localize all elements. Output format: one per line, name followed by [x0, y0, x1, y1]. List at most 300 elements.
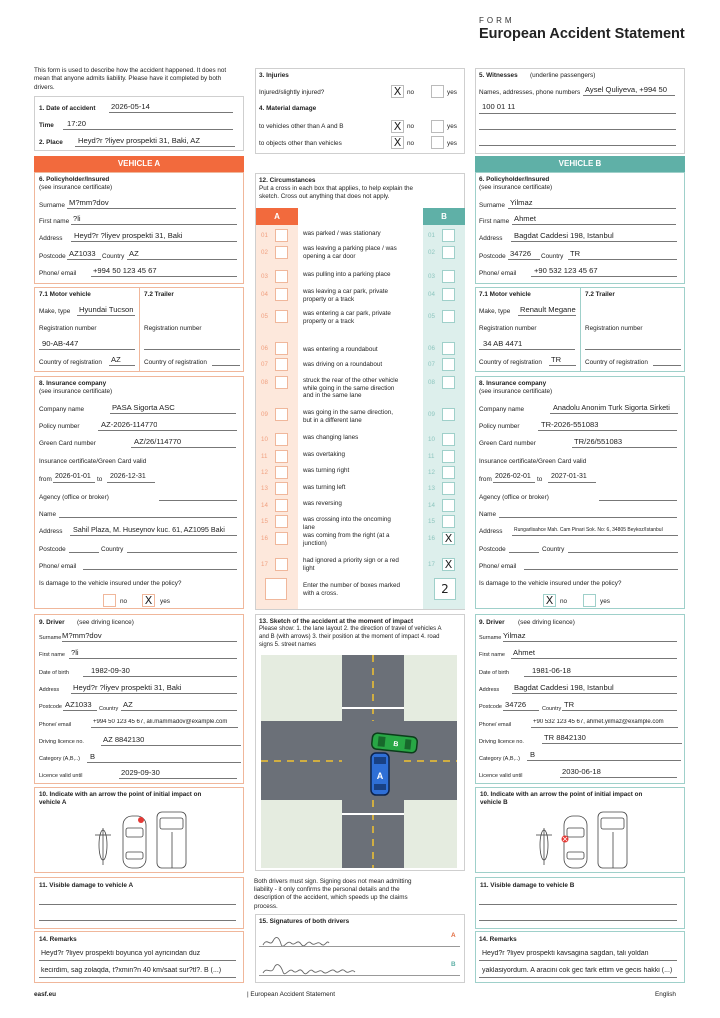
impact-marker-icon: [138, 817, 144, 823]
circumstance-a-checkbox-15[interactable]: [275, 515, 288, 528]
policyholder-b-sub: (see insurance certificate): [479, 184, 553, 191]
postcode-label: Postcode: [479, 253, 506, 260]
vehicle-a-sketch: [371, 753, 389, 795]
postcode-label: Postcode: [479, 546, 506, 553]
postcode-label: Postcode: [39, 546, 66, 553]
circumstance-label-02: was leaving a parking place / was opening a car door: [303, 245, 397, 260]
damage-vehicles-no-checkbox[interactable]: X: [391, 120, 404, 133]
trailer-b-title: 7.2 Trailer: [585, 291, 615, 298]
damage-insured-question: Is damage to the vehicle insured under the policy?: [39, 580, 182, 587]
row-number-a: 11: [261, 453, 268, 460]
van-top-icon: [157, 812, 186, 868]
visible-damage-b-title: 11. Visible damage to vehicle B: [480, 882, 575, 889]
circumstance-a-checkbox-11[interactable]: [275, 450, 288, 463]
driver-b-dob[interactable]: 1981-06-18: [532, 666, 571, 675]
row-number-a: 17: [261, 561, 268, 568]
row-number-a: 14: [261, 502, 268, 509]
policyholder-a-phone[interactable]: +994 50 123 45 67: [93, 266, 157, 275]
circumstances-section: [255, 173, 465, 610]
circumstance-a-checkbox-12[interactable]: [275, 466, 288, 479]
row-number-a: 04: [261, 291, 268, 298]
registration-label: Registration number: [39, 325, 97, 332]
column-a-header: A: [256, 208, 298, 225]
row-number-a: 12: [261, 469, 268, 476]
remarks-a-title: 14. Remarks: [39, 936, 77, 943]
phone-label: Phone/ email: [479, 563, 517, 570]
row-number-b: 14: [428, 502, 435, 509]
count-label: Enter the number of boxes marked with a cross.: [303, 582, 400, 597]
circumstance-b-checkbox-04[interactable]: [442, 288, 455, 301]
insurance-b-sub: (see insurance certificate): [479, 388, 553, 395]
circumstance-a-checkbox-14[interactable]: [275, 499, 288, 512]
address-label: Address: [39, 528, 63, 535]
circumstance-a-checkbox-02[interactable]: [275, 246, 288, 259]
agency-label: Agency (office or broker): [479, 494, 549, 501]
surname-label: Surname: [479, 202, 505, 209]
yes-label: yes: [447, 89, 457, 96]
row-number-b: 12: [428, 469, 435, 476]
row-number-b: 11: [428, 453, 435, 460]
footer-title: | European Accident Statement: [247, 991, 335, 998]
insurance-a-title: 8. Insurance company: [39, 380, 107, 387]
driver-b-category[interactable]: B: [530, 750, 536, 759]
vehicle-b-header: VEHICLE B: [475, 156, 685, 172]
surname-label: Surname: [39, 202, 65, 209]
row-number-b: 01: [428, 232, 435, 239]
address-label: Address: [39, 235, 63, 242]
policyholder-b-phone[interactable]: +90 532 123 45 67: [534, 266, 598, 275]
policyholder-a-postcode[interactable]: AZ1033: [69, 249, 96, 258]
circumstance-b-checkbox-10[interactable]: [442, 433, 455, 446]
row-number-b: 16: [428, 535, 435, 542]
row-number-a: 09: [261, 411, 268, 418]
row-number-a: 07: [261, 361, 268, 368]
circumstance-b-checkbox-11[interactable]: [442, 450, 455, 463]
insurance-a-sub: (see insurance certificate): [39, 388, 113, 395]
witnesses-section: [475, 68, 685, 154]
circumstance-label-04: was leaving a car park, private property or a track: [303, 288, 389, 303]
injuries-damage-section: [255, 68, 465, 154]
surname-label: Surname: [39, 635, 62, 641]
circumstance-a-checkbox-07[interactable]: [275, 358, 288, 371]
damage-q2: to objects other than vehicles: [259, 140, 342, 147]
circumstance-b-checkbox-03[interactable]: [442, 270, 455, 283]
driver-b-licence[interactable]: TR 8842130: [544, 733, 586, 742]
trailer-country-label: Country of registration: [144, 359, 207, 366]
circumstance-b-checkbox-06[interactable]: [442, 342, 455, 355]
from-label: from: [39, 476, 52, 483]
policyholder-a-address[interactable]: Heyd?r ?liyev prospekti 31, Baki: [74, 231, 183, 240]
row-number-a: 13: [261, 485, 268, 492]
time-label: Time: [39, 122, 54, 129]
circumstance-b-checkbox-07[interactable]: [442, 358, 455, 371]
no-label: no: [120, 598, 128, 605]
driver-b-section: [475, 614, 685, 784]
make-label: Make, type: [39, 308, 71, 315]
van-top-icon: [598, 812, 627, 868]
circumstance-b-checkbox-08[interactable]: [442, 376, 455, 389]
surname-label: Surname: [479, 635, 502, 641]
driver-b-title: 9. Driver: [479, 619, 505, 626]
driver-a-address[interactable]: Heyd?r ?liyev prospekti 31, Baki: [73, 683, 182, 692]
page-title: European Accident Statement: [479, 26, 685, 42]
injuries-no-checkbox[interactable]: X: [391, 85, 404, 98]
dob-label: Date of birth: [479, 670, 509, 676]
category-label: Category (A,B,..): [479, 756, 520, 762]
address-label: Address: [479, 235, 503, 242]
insurance-b-title: 8. Insurance company: [479, 380, 547, 387]
sketch-instructions: Please show: 1. the lane layout 2. the direction of travel of vehicles A and B (with arrows) 3. their position at the moment of impact 4. road signs 5. street names: [259, 626, 442, 648]
insurance-a-policy[interactable]: AZ-2026-114770: [101, 420, 158, 429]
policyholder-a-surname[interactable]: M?mm?dov: [69, 198, 109, 207]
row-number-a: 03: [261, 273, 268, 280]
circumstance-a-checkbox-09[interactable]: [275, 408, 288, 421]
green-card-label: Green Card number: [39, 440, 96, 447]
first-name-label: First name: [479, 652, 505, 658]
vehicle-b-diagram[interactable]: [526, 810, 636, 870]
remarks-a-line-1[interactable]: Heyd?r ?liyev prospekti boyunca yol ayricindan duz: [41, 950, 201, 957]
driver-a-sub: (see driving licence): [77, 619, 134, 626]
row-number-a: 16: [261, 535, 268, 542]
circumstance-a-checkbox-16[interactable]: [275, 532, 288, 545]
insurance-b-valid-to[interactable]: 2027-01-31: [551, 473, 587, 480]
company-label: Company name: [39, 406, 85, 413]
circumstance-label-05: was entering a car park, private property or a track: [303, 310, 391, 325]
form-label: FORM: [479, 16, 515, 25]
green-card-label: Green Card number: [479, 440, 536, 447]
injuries-question: Injured/slightly injured?: [259, 89, 325, 96]
row-number-a: 01: [261, 232, 268, 239]
policyholder-b-country[interactable]: TR: [570, 249, 581, 258]
damage-insured-question: Is damage to the vehicle insured under the policy?: [479, 580, 622, 587]
witness-line-1[interactable]: Aysel Quliyeva, +994 50: [585, 85, 667, 94]
vehicle-b-country[interactable]: TR: [551, 355, 562, 364]
insurance-a-valid-to[interactable]: 2026-12-31: [110, 473, 146, 480]
signing-notice: Both drivers must sign. Signing does not mean admitting liability - it only confirms the personal details and the description of the accident, which speeds up the claims process.: [254, 878, 412, 910]
remarks-b-line-2[interactable]: yaklasiyordum. A aracini cok gec fark ettim ve gecis hakki (...): [482, 967, 673, 974]
driver-a-section: [34, 614, 244, 784]
row-number-b: 17: [428, 561, 435, 568]
policyholder-b-first-name[interactable]: Ahmet: [514, 214, 536, 223]
driver-a-country[interactable]: AZ: [123, 700, 133, 709]
country-label: Country: [99, 706, 119, 712]
trailer-registration-label: Registration number: [144, 325, 202, 332]
policyholder-b-title: 6. Policyholder/Insured: [479, 176, 550, 183]
row-number-b: 04: [428, 291, 435, 298]
sketch-canvas[interactable]: [261, 655, 457, 868]
visible-damage-a-section: [34, 877, 244, 929]
row-number-a: 08: [261, 379, 268, 386]
circumstance-b-checkbox-02[interactable]: [442, 246, 455, 259]
circumstance-label-03: was pulling into a parking place: [303, 271, 391, 278]
postcode-label: Postcode: [479, 704, 502, 710]
circumstance-b-checkbox-12[interactable]: [442, 466, 455, 479]
witnesses-title: 5. Witnesses: [479, 72, 518, 79]
row-number-b: 02: [428, 249, 435, 256]
signature-b-label: B: [451, 961, 456, 968]
column-b-header: B: [423, 208, 465, 225]
date-value[interactable]: 2026-05-14: [111, 102, 150, 111]
insurance-b-green-card[interactable]: TR/26/551083: [574, 437, 623, 446]
no-label: no: [560, 598, 568, 605]
car-top-icon: [564, 816, 587, 868]
circumstances-title: 12. Circumstances: [259, 177, 316, 184]
sketch-section: [255, 614, 465, 871]
no-label: no: [407, 89, 415, 96]
licence-label: Driving licence no.: [479, 739, 524, 745]
injuries-title: 3. Injuries: [259, 72, 289, 79]
circumstance-label-09: was going in the same direction, but in a different lane: [303, 409, 393, 424]
phone-label: Phone/ email: [479, 270, 517, 277]
time-value[interactable]: 17:20: [67, 119, 87, 128]
to-label: to: [537, 476, 543, 483]
impact-b-title: 10. Indicate with an arrow the point of initial impact on vehicle B: [480, 791, 643, 807]
address-label: Address: [39, 687, 60, 693]
signatures-title: 15. Signatures of both drivers: [259, 918, 350, 925]
count-box-b[interactable]: 2: [434, 578, 456, 600]
remarks-a-section: [34, 931, 244, 983]
country-label: Country: [102, 253, 125, 260]
policyholder-b-postcode[interactable]: 34726: [510, 249, 532, 258]
impact-marker-icon: [562, 836, 569, 843]
policyholder-a-first-name[interactable]: ?li: [73, 214, 81, 223]
driver-a-phone[interactable]: +994 50 123 45 67, ali.mammadov@example.com: [93, 719, 228, 725]
sketch-title: 13. Sketch of the accident at the moment of impact: [259, 618, 414, 625]
vehicle-a-header: VEHICLE A: [34, 156, 244, 172]
remarks-b-section: [475, 931, 685, 983]
policy-label: Policy number: [479, 423, 520, 430]
address-label: Address: [479, 687, 500, 693]
policyholder-b-address[interactable]: Bagdat Caddesi 198, Istanbul: [514, 231, 614, 240]
driver-a-category[interactable]: B: [90, 752, 96, 761]
circumstance-a-checkbox-05[interactable]: [275, 310, 288, 323]
no-label: no: [407, 140, 415, 147]
motor-vehicle-a-title: 7.1 Motor vehicle: [39, 291, 91, 298]
insurance-a-address[interactable]: Sahil Plaza, M. Huseynov kuc. 61, AZ1095 Baki: [73, 525, 225, 534]
circumstance-a-checkbox-17[interactable]: [275, 558, 288, 571]
circumstance-label-12: was turning right: [303, 467, 350, 474]
circumstance-label-11: was overtaking: [303, 451, 345, 458]
policy-label: Policy number: [39, 423, 80, 430]
driver-b-postcode[interactable]: 34726: [505, 700, 527, 709]
witness-line-2[interactable]: 100 01 11: [482, 102, 516, 111]
insurance-b-valid-from[interactable]: 2026-02-01: [495, 473, 531, 480]
row-number-a: 10: [261, 436, 268, 443]
damage-objects-no-checkbox[interactable]: X: [391, 136, 404, 149]
insurance-a-company[interactable]: PASA Sigorta ASC: [112, 403, 175, 412]
driver-b-first-name[interactable]: Ahmet: [513, 648, 535, 657]
witnesses-sub: (underline passengers): [530, 72, 596, 79]
circumstance-b-checkbox-16[interactable]: X: [442, 532, 455, 545]
damage-vehicles-yes-checkbox[interactable]: [431, 120, 444, 133]
damage-title: 4. Material damage: [259, 105, 317, 112]
policyholder-b-section: [475, 172, 685, 284]
row-number-b: 15: [428, 518, 435, 525]
first-name-label: First name: [39, 652, 65, 658]
vehicle-a-registration[interactable]: 90-AB-447: [42, 339, 79, 348]
postcode-label: Postcode: [39, 704, 62, 710]
phone-label: Phone/ email: [39, 563, 77, 570]
validity-label: Insurance certificate/Green Card valid: [479, 458, 587, 465]
visible-damage-a-title: 11. Visible damage to vehicle A: [39, 882, 134, 889]
motor-vehicle-b-section: [475, 287, 581, 372]
policyholder-b-surname[interactable]: Yilmaz: [510, 198, 533, 207]
policyholder-a-country[interactable]: AZ: [129, 249, 139, 258]
policyholder-a-section: [34, 172, 244, 284]
category-label: Category (A,B,..): [39, 756, 80, 762]
vehicle-a-country[interactable]: AZ: [111, 355, 121, 364]
trailer-a-title: 7.2 Trailer: [144, 291, 174, 298]
vehicle-a-sketch-label: A: [376, 771, 384, 781]
insurance-b-address[interactable]: Rungarlisahce Mah. Cam Pinari Sok. No: 6, 34805 Beykoz/Istanbul: [514, 527, 663, 533]
from-label: from: [479, 476, 492, 483]
footer-site-link[interactable]: easf.eu: [34, 991, 57, 998]
circumstance-a-checkbox-08[interactable]: [275, 376, 288, 389]
damage-q1: to vehicles other than A and B: [259, 123, 344, 130]
intro-text: This form is used to describe how the accident happened. It does not mean that anyone admits liability. Please have it completed by both drivers.: [34, 67, 227, 91]
policyholder-a-title: 6. Policyholder/Insured: [39, 176, 110, 183]
driver-a-postcode[interactable]: AZ1033: [65, 700, 92, 709]
to-label: to: [97, 476, 103, 483]
phone-label: Phone/ email: [39, 270, 77, 277]
driver-b-country[interactable]: TR: [564, 700, 575, 709]
circumstance-b-checkbox-09[interactable]: [442, 408, 455, 421]
circumstance-b-checkbox-13[interactable]: [442, 482, 455, 495]
circumstance-a-checkbox-04[interactable]: [275, 288, 288, 301]
first-name-label: First name: [479, 218, 510, 225]
impact-point-a-section: [34, 787, 244, 873]
circumstances-instructions: Put a cross in each box that applies, to help explain the sketch. Cross out anything that does not apply.: [259, 185, 414, 201]
name-label: Name: [39, 511, 57, 518]
driver-a-licence[interactable]: AZ 8842130: [103, 735, 145, 744]
country-label: Country: [541, 253, 564, 260]
circumstance-b-checkbox-17[interactable]: X: [442, 558, 455, 571]
insured-a-no-checkbox[interactable]: [103, 594, 116, 607]
circumstance-b-checkbox-01[interactable]: [442, 229, 455, 242]
insurance-a-valid-from[interactable]: 2026-01-01: [55, 473, 91, 480]
row-number-a: 05: [261, 313, 268, 320]
witnesses-question: Names, addresses, phone numbers: [479, 89, 581, 96]
yes-label: yes: [447, 123, 457, 130]
circumstance-label-08: struck the rear of the other vehicle while going in the same direction and in the same lane: [303, 377, 399, 400]
driver-b-surname[interactable]: Yilmaz: [503, 631, 526, 640]
vehicle-b-registration[interactable]: 34 AB 4471: [483, 339, 523, 348]
circumstance-label-17: had ignored a priority sign or a red light: [303, 557, 399, 572]
circumstance-label-01: was parked / was stationary: [303, 230, 381, 237]
date-label: 1. Date of accident: [39, 105, 96, 112]
circumstance-a-checkbox-10[interactable]: [275, 433, 288, 446]
insurance-b-company[interactable]: Anadolu Anonim Turk Sigorta Sirketi: [553, 403, 670, 412]
trailer-b-section: [580, 287, 685, 372]
circumstance-label-14: was reversing: [303, 500, 342, 507]
row-number-b: 03: [428, 273, 435, 280]
remarks-a-line-2[interactable]: kecirdim, sag zolaqda, t?xmin?n 40 km/saat sur?tl?. B (...): [41, 967, 222, 974]
no-label: no: [407, 123, 415, 130]
circumstance-a-checkbox-13[interactable]: [275, 482, 288, 495]
remarks-b-title: 14. Remarks: [479, 936, 517, 943]
damage-objects-yes-checkbox[interactable]: [431, 136, 444, 149]
insured-b-no-checkbox[interactable]: X: [543, 594, 556, 607]
vehicle-b-make[interactable]: Renault Megane: [520, 305, 576, 314]
row-number-b: 06: [428, 345, 435, 352]
row-number-a: 06: [261, 345, 268, 352]
driver-a-first-name[interactable]: ?li: [71, 648, 79, 657]
remarks-b-line-1[interactable]: Heyd?r ?liyev prospekti kavsagina sagdan, tali yoldan: [482, 950, 649, 957]
circumstance-b-checkbox-05[interactable]: [442, 310, 455, 323]
circumstance-label-16: was coming from the right (at a junction): [303, 532, 390, 547]
place-label: 2. Place: [39, 139, 63, 146]
vehicle-a-diagram[interactable]: [85, 810, 195, 870]
insurance-b-section: [475, 376, 685, 609]
motorbike-icon: [95, 828, 111, 865]
address-label: Address: [479, 528, 503, 535]
make-label: Make, type: [479, 308, 511, 315]
dob-label: Date of birth: [39, 670, 69, 676]
driver-a-dob[interactable]: 1982-09-30: [91, 666, 130, 675]
company-label: Company name: [479, 406, 525, 413]
insured-a-yes-checkbox[interactable]: X: [142, 594, 155, 607]
trailer-a-section: [139, 287, 244, 372]
circumstance-label-10: was changing lanes: [303, 434, 359, 441]
country-label: Country: [542, 706, 562, 712]
row-number-b: 10: [428, 436, 435, 443]
row-number-b: 07: [428, 361, 435, 368]
insured-b-yes-checkbox[interactable]: [583, 594, 596, 607]
driver-a-licence-valid[interactable]: 2029-09-30: [121, 768, 160, 777]
visible-damage-b-section: [475, 877, 685, 929]
signatures-section: [255, 914, 465, 983]
place-value[interactable]: Heyd?r ?liyev prospekti 31, Baki, AZ: [78, 136, 200, 145]
licence-valid-label: Licence valid until: [479, 773, 523, 779]
row-number-b: 05: [428, 313, 435, 320]
driver-b-phone[interactable]: +90 532 123 45 67, ahmet.yilmaz@example.com: [533, 719, 664, 725]
licence-label: Driving licence no.: [39, 739, 84, 745]
phone-label: Phone/ email: [479, 722, 512, 728]
country-registration-label: Country of registration: [479, 359, 542, 366]
row-number-b: 13: [428, 485, 435, 492]
licence-valid-label: Licence valid until: [39, 773, 83, 779]
insurance-a-green-card[interactable]: AZ/26/114770: [134, 437, 182, 446]
row-number-a: 02: [261, 249, 268, 256]
count-box-a[interactable]: [265, 578, 287, 600]
circumstance-label-07: was driving on a roundabout: [303, 361, 383, 368]
insurance-b-policy[interactable]: TR-2026-551083: [541, 420, 599, 429]
circumstance-a-checkbox-03[interactable]: [275, 270, 288, 283]
country-label: Country: [542, 546, 565, 553]
circumstance-b-checkbox-15[interactable]: [442, 515, 455, 528]
circumstance-label-15: was crossing into the oncoming lane: [303, 516, 391, 531]
driver-a-surname[interactable]: M?mm?dov: [62, 631, 102, 640]
driver-b-licence-valid[interactable]: 2030-06-18: [562, 767, 601, 776]
driver-b-address[interactable]: Bagdat Caddesi 198, Istanbul: [514, 683, 614, 692]
circumstance-a-checkbox-01[interactable]: [275, 229, 288, 242]
circumstance-a-checkbox-06[interactable]: [275, 342, 288, 355]
validity-label: Insurance certificate/Green Card valid: [39, 458, 147, 465]
country-label: Country: [101, 546, 124, 553]
impact-a-title: 10. Indicate with an arrow the point of initial impact on vehicle A: [39, 791, 202, 807]
yes-label: yes: [447, 140, 457, 147]
injuries-yes-checkbox[interactable]: [431, 85, 444, 98]
driver-a-title: 9. Driver: [39, 619, 65, 626]
yes-label: yes: [160, 598, 170, 605]
trailer-country-label: Country of registration: [585, 359, 648, 366]
driver-b-sub: (see driving licence): [518, 619, 575, 626]
row-number-b: 08: [428, 379, 435, 386]
phone-label: Phone/ email: [39, 722, 72, 728]
motorbike-icon: [536, 828, 552, 865]
vehicle-a-make[interactable]: Hyundai Tucson: [79, 305, 134, 314]
circumstance-b-checkbox-14[interactable]: [442, 499, 455, 512]
